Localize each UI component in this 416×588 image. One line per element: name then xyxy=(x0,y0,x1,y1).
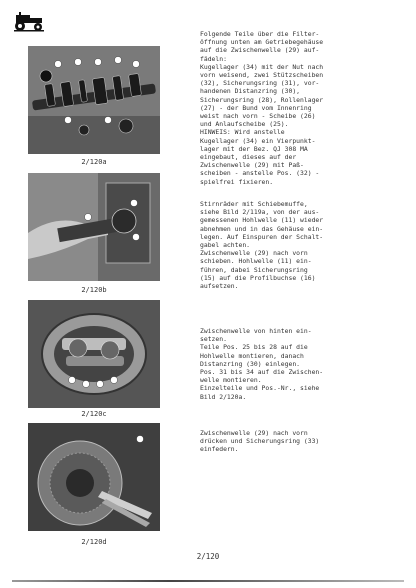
instruction-paragraph: Zwischenwelle von hinten ein- setzen. Teile Pos. 25 bis 28 auf die Hohlwelle montieren, danach Distanzring (30) einlegen. Pos. 31 bis 34 auf die Zwischen- welle montieren. Einzelteile und Pos.-Nr., siehe Bild 2/120a. xyxy=(200,327,324,401)
page-number: 2/120 xyxy=(196,552,220,561)
figure-photo-2-120a xyxy=(28,46,160,154)
figure-caption: 2/120b xyxy=(81,286,107,294)
figure-caption: 2/120a xyxy=(81,158,107,166)
footer-rule xyxy=(12,580,404,582)
instruction-paragraph: Zwischenwelle (29) nach vorn drücken und Sicherungsring (33) einfedern. xyxy=(200,429,320,454)
tractor-logo-icon xyxy=(10,12,46,32)
figure-photo-2-120d xyxy=(28,423,160,531)
figure-photo-2-120b xyxy=(28,173,160,281)
figure-caption: 2/120c xyxy=(81,410,107,418)
figure-photo-2-120c xyxy=(28,300,160,408)
figure-caption: 2/120d xyxy=(81,538,107,546)
instruction-paragraph: Folgende Teile über die Filter- öffnung unten am Getriebegehäuse auf die Zwischenwelle (29) auf- fädeln: Kugellager (34) mit der Nut nach vorn weisend, zwei Stützscheiben (32), Sicherungsring (31), vor- handenen Distanzring (30), Sicherungsring (28), Rollenlager (27) - der Bund vom Innenring weist nach vorn - Scheibe (26) und Anlaufscheibe (25). HINWEIS: Wird anstelle Kugellager (34) ein Vierpunkt- lager mit der Bez. QJ 308 MA eingebaut, dieses auf der Zwischenwelle (29) mit Paß- scheiben - anstelle Pos. (32) - spielfrei fixieren. xyxy=(200,30,324,186)
instruction-paragraph: Stirnräder mit Schiebemuffe, siehe Bild 2/119a, von der aus- gemessenen Hohlwelle (11) wieder abnehmen und in das Gehäuse ein- legen. Auf Einspuren der Schalt- gabel achten. Zwischenwelle (29) nach vorn schieben. Hohlwelle (11) ein- führen, dabei Sicherungsring (15) auf die Profilbuchse (16) aufsetzen. xyxy=(200,200,324,291)
